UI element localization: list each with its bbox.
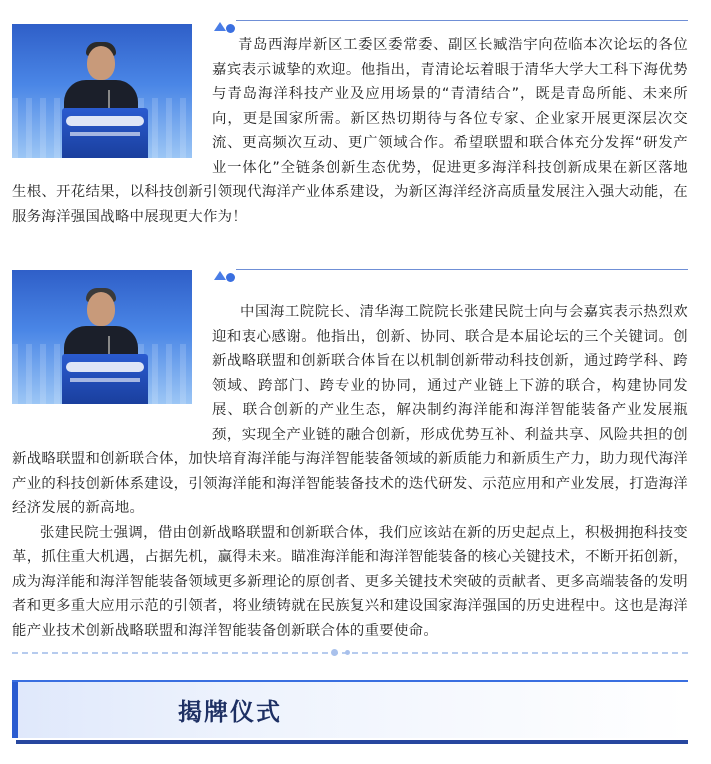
triangle-icon xyxy=(214,271,226,280)
speech-text-2 xyxy=(12,300,688,643)
section-banner xyxy=(12,680,688,740)
paragraph: 青岛西海岸新区工委区委常委、副区长臧浩宇向莅临本次论坛的各位嘉宾表示诚挚的欢迎。他指出，青清论坛着眼于清华大学大工科下海优势与青岛海洋科技产业及应用场景的“青清结合”，既是青岛所能、未来所向，更是国家所需。新区热切期待与各位专家、企业家开展更深层次交流、更高频次互动、更广领域合作。希望联盟和联合体充分发挥“研发产业一体化”全链条创新生态优势，促进更多海洋科技创新成果在新区落地生根、开花结果，以科技创新引领现代海洋产业体系建设，为新区海洋经济高质量发展注入强大动能，在服务海洋强国战略中展现更大作为！ xyxy=(12,37,688,225)
divider-dot xyxy=(331,649,338,656)
dashed-divider xyxy=(12,652,688,654)
triangle-icon xyxy=(214,22,226,31)
paragraph: 中国海工院院长、清华海工院院长张建民院士向与会嘉宾表示热烈欢迎和衷心感谢。他指出，创新、协同、联合是本届论坛的三个关键词。创新战略联盟和创新联合体旨在以机制创新带动科技创新，通过跨学科、跨领域、跨部门、跨专业的协同，通过产业链上下游的联合，构建协同发展、联合创新的产业生态，解决制约海洋能和海洋智能装备产业发展瓶颈，实现全产业链的融合创新，形成优势互补、利益共享、风险共担的创新战略联盟和创新联合体，加快培育海洋能与海洋智能装备领域的新质能力和新质生产力，助力现代海洋产业的科技创新体系建设，引领海洋能和海洋智能装备技术的迭代研发、示范应用和产业发展，打造海洋经济发展的新高地。 xyxy=(12,304,688,516)
paragraph: 张建民院士强调，借由创新战略联盟和创新联合体，我们应该站在新的历史起点上，积极拥抱科技变革，抓住重大机遇，占据先机，赢得未来。瞄准海洋能和海洋智能装备的核心关键技术，不断开拓创新，成为海洋能和海洋智能装备领域更多新理论的原创者、更多关键技术突破的贡献者、更多高端装备的发明者和更多重大应用示范的引领者，将业绩铸就在民族复兴和建设国家海洋强国的历史进程中。这也是海洋能产业技术创新战略联盟和海洋智能装备创新联合体的重要使命。 xyxy=(12,524,688,639)
divider-dot xyxy=(345,650,350,655)
decorative-line xyxy=(236,20,688,21)
speech-section-2 xyxy=(0,260,711,640)
dot-icon xyxy=(226,24,235,33)
speech-section-1 xyxy=(0,0,711,240)
banner-title: 揭牌仪式 xyxy=(178,698,282,726)
decorative-line xyxy=(236,269,688,270)
speech-text-1 xyxy=(12,33,688,229)
dot-icon xyxy=(226,273,235,282)
